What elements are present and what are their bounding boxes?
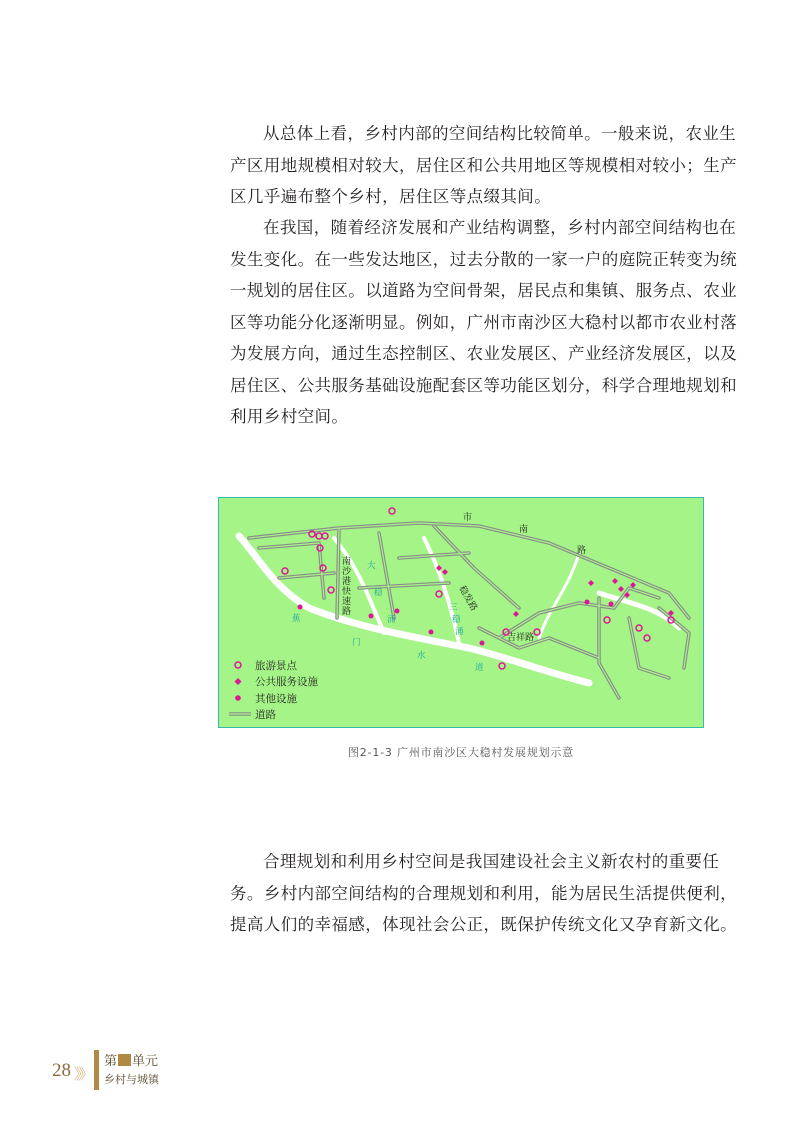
paragraph-line: 为发展方向，通过生态控制区、农业发展区、产业经济发展区，以及 xyxy=(230,344,737,363)
tourism-marker xyxy=(389,508,395,514)
other-marker xyxy=(395,609,400,614)
label-wenfa-road: 稳发路 xyxy=(456,584,479,613)
paragraph-change xyxy=(230,212,737,433)
other-marker xyxy=(429,630,434,635)
paragraph-line: 区等功能分化逐渐明显。例如，广州市南沙区大稳村以都市农业村落 xyxy=(230,312,737,332)
public-service-marker xyxy=(588,580,594,586)
svg-text:稳: 稳 xyxy=(452,615,461,625)
chevron-right-icon: 》》 xyxy=(74,1065,91,1083)
svg-text:快: 快 xyxy=(342,587,352,597)
label-sanwen-creek xyxy=(449,603,464,637)
map-legend xyxy=(229,659,318,721)
other-marker xyxy=(369,614,374,619)
unit-title: 第 单元 xyxy=(104,1054,159,1069)
other-marker xyxy=(480,641,485,646)
public-service-marker xyxy=(618,586,624,592)
paragraph-line: 合理规划和利用乡村空间是我国建设社会主义新农村的重要任 xyxy=(263,852,720,871)
label-jixiang-road: 吉祥路 xyxy=(507,633,535,643)
tourism-marker xyxy=(534,629,540,635)
svg-text:蕉: 蕉 xyxy=(292,614,301,624)
paragraph-line: 居住区、公共服务基础设施配套区等功能区划分，科学合理地规划和 xyxy=(230,375,737,395)
figure-map xyxy=(218,497,704,728)
tourism-marker xyxy=(282,568,288,574)
svg-text:水: 水 xyxy=(417,651,426,661)
other-marker xyxy=(609,602,614,607)
svg-text:道: 道 xyxy=(475,663,484,673)
paragraph-line: 区几乎遍布整个乡村，居住区等点缀其间。 xyxy=(230,187,552,206)
map-svg xyxy=(219,498,703,727)
tourism-markers xyxy=(282,508,674,669)
figure-caption: 图2-1-3 广州市南沙区大稳村发展规划示意 xyxy=(347,746,575,759)
paragraph-overview xyxy=(230,118,737,213)
unit-subtitle: 乡村与城镇 xyxy=(104,1073,159,1086)
tourism-marker xyxy=(636,625,642,631)
other-marker xyxy=(298,605,303,610)
legend-other-symbol xyxy=(235,695,241,701)
label-road-shi: 市 xyxy=(463,513,473,523)
label-road-nan: 南 xyxy=(519,525,529,535)
other-marker xyxy=(585,600,590,605)
legend-public-service-label: 公共服务设施 xyxy=(255,676,318,688)
tourism-marker xyxy=(322,533,328,539)
label-river-da: 大 xyxy=(367,561,376,571)
label-nansha-port-road xyxy=(342,555,352,617)
svg-text:港: 港 xyxy=(342,577,352,587)
east-creek xyxy=(539,553,579,638)
public-service-marker xyxy=(442,569,448,575)
page-number: 28 xyxy=(52,1060,71,1081)
tourism-marker xyxy=(604,617,610,623)
paragraph-line: 利用乡村空间。 xyxy=(230,407,349,426)
tourism-marker xyxy=(644,635,650,641)
svg-text:门: 门 xyxy=(352,638,361,648)
paragraph-line: 发生变化。在一些发达地区，过去分散的一家一户的庭院正转变为统 xyxy=(230,249,737,269)
paragraph-line: 务。乡村内部空间结构的合理规划和利用，能为居民生活提供便利， xyxy=(230,883,737,903)
legend-road-label: 道路 xyxy=(255,709,276,721)
public-service-marker xyxy=(513,611,519,617)
svg-text:涌: 涌 xyxy=(455,627,464,637)
unit-number-box xyxy=(118,1054,131,1066)
paragraph-line: 一规划的居住区。以道路为空间骨架，居民点和集镇、服务点、农业 xyxy=(230,281,737,300)
paragraph-line: 提高人们的幸福感，体现社会公正，既保护传统文化又孕育新文化。 xyxy=(230,915,737,934)
paragraph-line: 从总体上看，乡村内部的空间结构比较简单。一般来说，农业生 xyxy=(263,124,737,143)
svg-text:速: 速 xyxy=(342,597,352,607)
paragraph-line: 在我国，随着经济发展和产业结构调整，乡村内部空间结构也在 xyxy=(263,218,737,237)
tourism-marker xyxy=(499,663,505,669)
legend-tourism-symbol xyxy=(235,662,241,668)
legend-other-label: 其他设施 xyxy=(255,693,297,705)
paragraph-conclusion xyxy=(230,846,737,941)
tourism-marker xyxy=(316,533,322,539)
tourism-marker xyxy=(328,587,334,593)
svg-text:南: 南 xyxy=(342,557,352,567)
east-pond xyxy=(599,593,679,628)
svg-text:三: 三 xyxy=(449,603,458,613)
legend-public-service-symbol xyxy=(235,678,242,685)
label-road-lu: 路 xyxy=(577,546,587,556)
legend-tourism-label: 旅游景点 xyxy=(255,660,297,672)
tourism-marker xyxy=(436,591,442,597)
label-river-wen: 稳 xyxy=(374,588,383,598)
footer-divider xyxy=(94,1050,99,1090)
svg-text:路: 路 xyxy=(342,607,352,617)
public-service-marker xyxy=(612,578,618,584)
paragraph-line: 产区用地规模相对较大，居住区和公共用地区等规模相对较小；生产 xyxy=(230,155,737,175)
label-river-yong: 涌 xyxy=(387,615,396,625)
svg-text:沙: 沙 xyxy=(342,567,352,577)
